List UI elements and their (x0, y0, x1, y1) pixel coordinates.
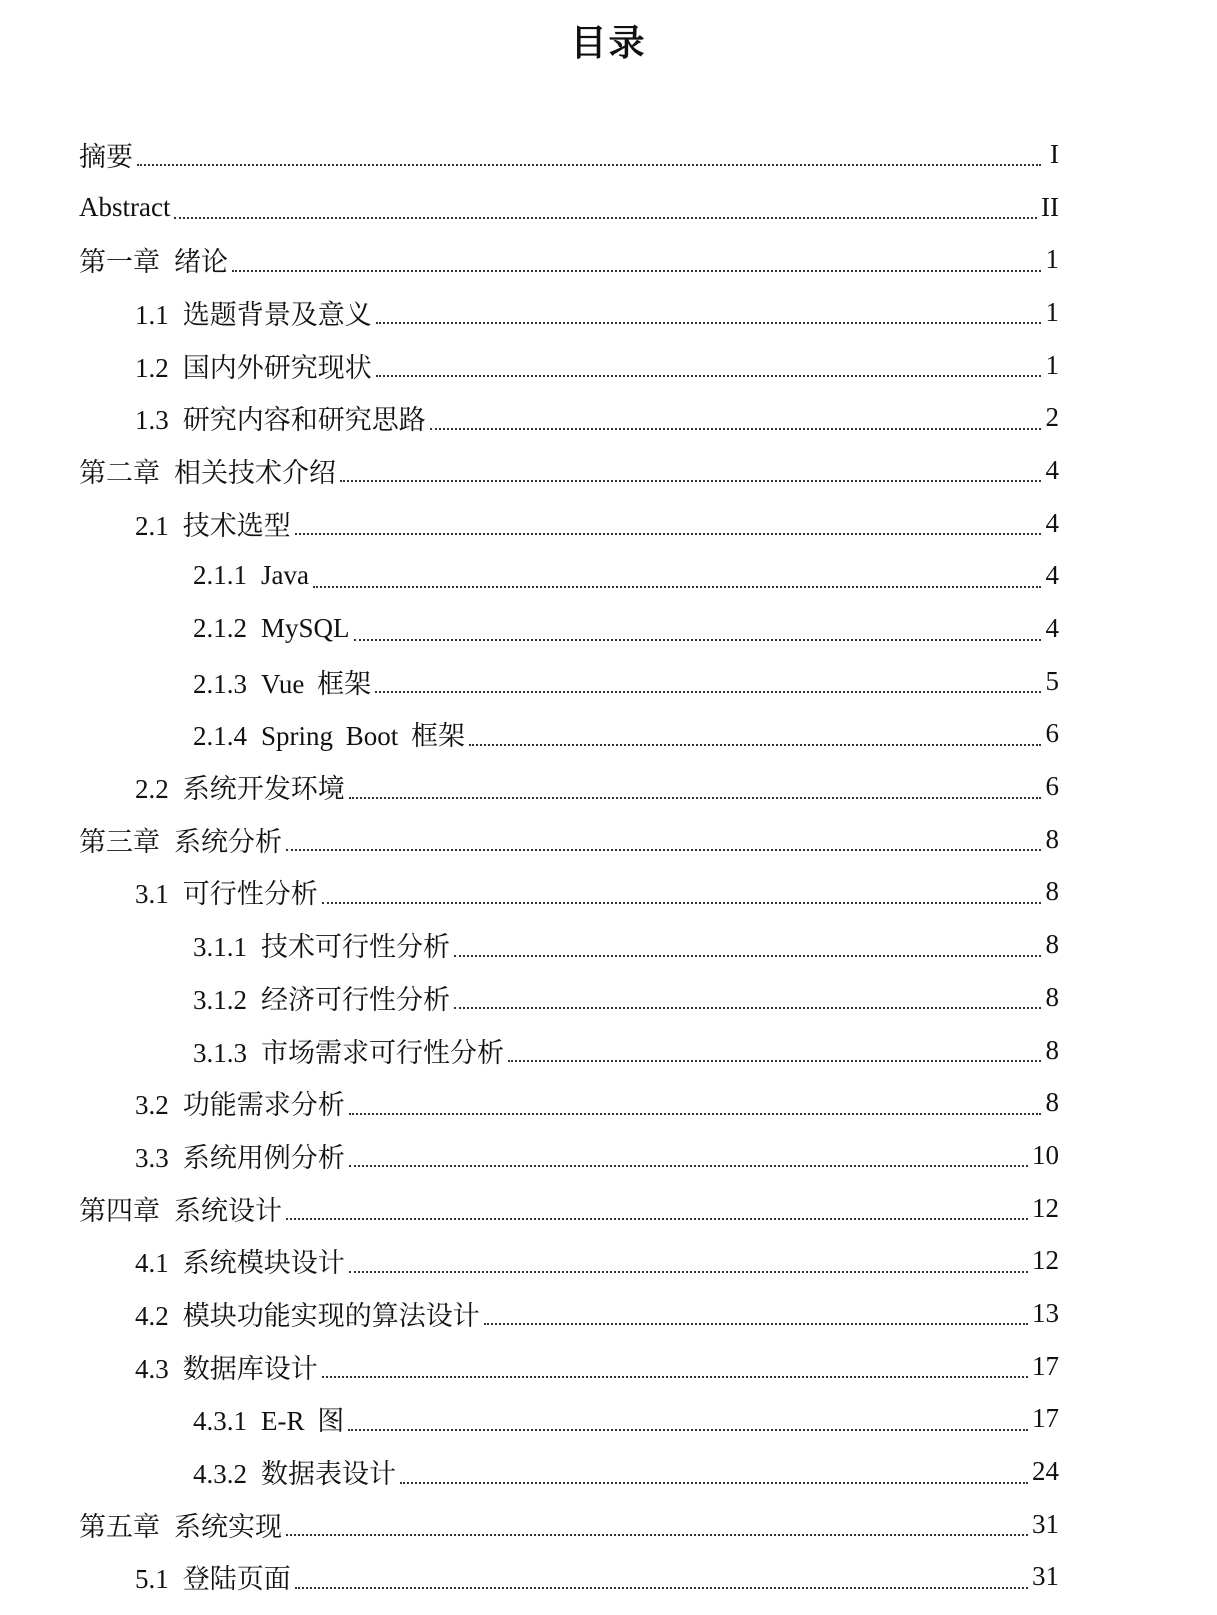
toc-entry-label (135, 872, 318, 911)
dot-leader (322, 902, 1041, 904)
toc-entry[interactable] (0, 1076, 1217, 1129)
toc-entry-page-number: 31 (1032, 1508, 1059, 1539)
toc-entry[interactable] (0, 1182, 1217, 1235)
dot-leader (232, 270, 1041, 272)
toc-entry-page-number: 31 (1032, 1561, 1059, 1592)
toc-entry-page-number: 4 (1045, 507, 1059, 538)
toc-entry-text: 系统设计 (174, 1195, 282, 1226)
toc-entry-label (135, 1347, 318, 1386)
toc-entry-text: 研究内容和研究思路 (182, 405, 426, 436)
toc-entry[interactable] (0, 760, 1217, 813)
toc-entry-text: 市场需求可行性分析 (261, 1037, 504, 1068)
dot-leader (454, 1007, 1041, 1009)
toc-entry-number: 4.3.1 (193, 1406, 247, 1437)
toc-entry-text: MySQL (261, 613, 350, 644)
toc-entry-label (193, 662, 371, 701)
toc-entry-label (79, 240, 228, 279)
toc-entry-text: 经济可行性分析 (261, 984, 450, 1015)
toc-entry-text: 相关技术介绍 (174, 457, 336, 488)
dot-leader (484, 1323, 1028, 1325)
toc-entry-label (135, 1083, 345, 1122)
toc-entry-number: 1.3 (135, 405, 169, 436)
toc-entry-page-number: 4 (1045, 454, 1059, 485)
toc-entry-page-number: 4 (1045, 613, 1059, 644)
toc-entry-page-number: 10 (1032, 1139, 1059, 1170)
toc-entry[interactable] (0, 550, 1217, 603)
toc-entry-text: 数据表设计 (261, 1459, 396, 1490)
toc-entry[interactable] (0, 1393, 1217, 1446)
dot-leader (286, 1534, 1028, 1536)
dot-leader (286, 849, 1041, 851)
toc-entry-number: 2.1.2 (193, 613, 247, 644)
toc-entry-text: Vue 框架 (261, 668, 372, 699)
dot-leader (322, 1376, 1028, 1378)
dot-leader (349, 1165, 1028, 1167)
toc-entry[interactable] (0, 233, 1217, 286)
toc-entry[interactable] (0, 1024, 1217, 1077)
toc-entry-text: 系统分析 (174, 826, 282, 857)
toc-entry[interactable] (0, 602, 1217, 655)
toc-entry-text: Java (261, 560, 309, 591)
dot-leader (286, 1218, 1028, 1220)
toc-entry-text: 系统开发环境 (182, 774, 345, 805)
dot-leader (340, 480, 1041, 482)
toc-entry-label (193, 714, 465, 753)
toc-entry[interactable] (0, 918, 1217, 971)
toc-entry[interactable] (0, 339, 1217, 392)
toc-entry-page-number: 17 (1032, 1350, 1059, 1381)
toc-entry-page-number: 4 (1045, 560, 1059, 591)
toc-entry-text: 数据库设计 (182, 1353, 318, 1384)
toc-entry[interactable] (0, 971, 1217, 1024)
toc-entry-number: 2.1.3 (193, 668, 247, 699)
toc-entry-label (193, 613, 350, 644)
dot-leader (430, 428, 1041, 430)
toc-entry[interactable] (0, 391, 1217, 444)
toc-entry-number: 第三章 (79, 826, 160, 857)
dot-leader (349, 797, 1041, 799)
toc-entry-label (135, 346, 372, 385)
toc-entry-page-number: I (1050, 138, 1059, 169)
toc-entry-text: 摘要 (79, 141, 133, 172)
dot-leader (295, 533, 1041, 535)
dot-leader (174, 217, 1037, 219)
toc-entry-number: 5.1 (135, 1564, 169, 1595)
toc-entry[interactable] (0, 128, 1217, 181)
toc-entry-text: 登陆页面 (182, 1564, 291, 1595)
dot-leader (349, 1271, 1028, 1273)
toc-entry-text: E-R 图 (261, 1406, 345, 1437)
toc-entry-number: 第五章 (79, 1511, 160, 1542)
page-title: 目录 (570, 23, 647, 64)
toc-entry-label (193, 978, 450, 1017)
dot-leader (354, 639, 1041, 641)
toc-entry-label (193, 1031, 504, 1070)
toc-entry-page-number: 8 (1045, 929, 1059, 960)
dot-leader (295, 1587, 1028, 1589)
toc-entry-label (135, 767, 345, 806)
toc-entry-number: 3.1 (135, 879, 169, 910)
toc-entry-number: 1.1 (135, 299, 169, 330)
toc-entry[interactable] (0, 866, 1217, 919)
toc-entry-number: 第一章 (79, 247, 160, 278)
toc-entry-page-number: 8 (1045, 1034, 1059, 1065)
toc-entry[interactable] (0, 655, 1217, 708)
toc-entry[interactable] (0, 708, 1217, 761)
dot-leader (348, 1429, 1028, 1431)
toc-entry-label (193, 1399, 344, 1438)
toc-entry-text: 功能需求分析 (182, 1090, 345, 1121)
toc-entry-label (79, 820, 282, 859)
toc-entry[interactable] (0, 1445, 1217, 1498)
toc-entry[interactable] (0, 444, 1217, 497)
toc-entry-label (79, 1189, 282, 1228)
toc-entry-number: 3.1.2 (193, 984, 247, 1015)
toc-entry-label (135, 504, 291, 543)
toc-entry-page-number: 8 (1045, 1087, 1059, 1118)
toc-entry-text: 国内外研究现状 (182, 352, 372, 383)
toc-entry-label (135, 1136, 345, 1175)
toc-entry-number: 3.3 (135, 1142, 169, 1173)
toc-entry[interactable] (0, 1287, 1217, 1340)
toc-entry-page-number: 6 (1045, 771, 1059, 802)
toc-entry-page-number: 6 (1045, 718, 1059, 749)
toc-entry[interactable] (0, 813, 1217, 866)
dot-leader (454, 955, 1041, 957)
toc-entry-number: 4.3 (135, 1353, 169, 1384)
toc-entry-label (135, 1557, 291, 1596)
toc-entry-page-number: 1 (1045, 349, 1059, 380)
toc-entry-number: 2.1 (135, 510, 169, 541)
toc-entry-number: 2.1.4 (193, 721, 247, 752)
dot-leader (376, 375, 1041, 377)
table-of-contents (0, 128, 1217, 1603)
toc-entry-text: 技术选型 (182, 510, 291, 541)
toc-entry[interactable] (0, 1129, 1217, 1182)
toc-entry[interactable] (0, 286, 1217, 339)
toc-entry-page-number: II (1041, 191, 1059, 222)
toc-entry[interactable] (0, 1498, 1217, 1551)
toc-entry-number: 3.1.1 (193, 932, 247, 963)
toc-entry-text: 绪论 (174, 247, 228, 278)
toc-entry-label (135, 1241, 345, 1280)
toc-entry-page-number: 8 (1045, 981, 1059, 1012)
toc-entry[interactable] (0, 181, 1217, 234)
toc-entry-label (79, 135, 133, 174)
toc-entry[interactable] (0, 1234, 1217, 1287)
toc-entry-number: 第二章 (79, 457, 160, 488)
toc-entry-text: 可行性分析 (182, 879, 318, 910)
dot-leader (508, 1060, 1041, 1062)
toc-entry-text: 系统实现 (174, 1511, 282, 1542)
toc-entry-label (135, 1294, 480, 1333)
toc-entry-page-number: 12 (1032, 1192, 1059, 1223)
toc-entry-number: 第四章 (79, 1195, 160, 1226)
toc-entry-number: 3.1.3 (193, 1037, 247, 1068)
toc-entry-text: 技术可行性分析 (261, 932, 450, 963)
toc-entry-page-number: 13 (1032, 1297, 1059, 1328)
toc-entry-label (79, 451, 336, 490)
dot-leader (400, 1482, 1028, 1484)
toc-entry-label (79, 192, 170, 223)
toc-entry-number: 2.1.1 (193, 560, 247, 591)
toc-entry-page-number: 8 (1045, 876, 1059, 907)
toc-entry[interactable] (0, 497, 1217, 550)
toc-entry[interactable] (0, 1340, 1217, 1393)
dot-leader (375, 691, 1041, 693)
toc-entry-page-number: 8 (1045, 823, 1059, 854)
toc-entry-label (193, 1452, 396, 1491)
toc-entry-number: 2.2 (135, 774, 169, 805)
toc-entry-label (135, 293, 372, 332)
dot-leader (469, 744, 1041, 746)
toc-entry-text: Abstract (79, 191, 171, 222)
toc-entry-page-number: 1 (1045, 296, 1059, 327)
toc-entry-text: 系统模块设计 (182, 1248, 345, 1279)
toc-entry-label (193, 925, 450, 964)
dot-leader (349, 1113, 1041, 1115)
toc-entry-text: 系统用例分析 (182, 1142, 345, 1173)
toc-entry-label (193, 560, 309, 591)
toc-entry-page-number: 2 (1045, 402, 1059, 433)
toc-entry-number: 4.2 (135, 1300, 169, 1331)
toc-entry-text: Spring Boot 框架 (261, 721, 466, 752)
toc-entry-number: 3.2 (135, 1090, 169, 1121)
dot-leader (137, 164, 1041, 166)
toc-entry-text: 选题背景及意义 (182, 299, 372, 330)
toc-entry-page-number: 17 (1032, 1403, 1059, 1434)
toc-entry-label (79, 1505, 282, 1544)
toc-entry-text: 模块功能实现的算法设计 (182, 1300, 480, 1331)
toc-entry-page-number: 24 (1032, 1456, 1059, 1487)
toc-entry-page-number: 1 (1045, 244, 1059, 275)
toc-entry-page-number: 5 (1045, 665, 1059, 696)
toc-entry-number: 4.1 (135, 1248, 169, 1279)
toc-entry-page-number: 12 (1032, 1245, 1059, 1276)
toc-entry-label (135, 398, 426, 437)
dot-leader (313, 586, 1041, 588)
dot-leader (376, 322, 1041, 324)
toc-entry[interactable] (0, 1551, 1217, 1604)
toc-entry-number: 4.3.2 (193, 1459, 247, 1490)
toc-entry-number: 1.2 (135, 352, 169, 383)
